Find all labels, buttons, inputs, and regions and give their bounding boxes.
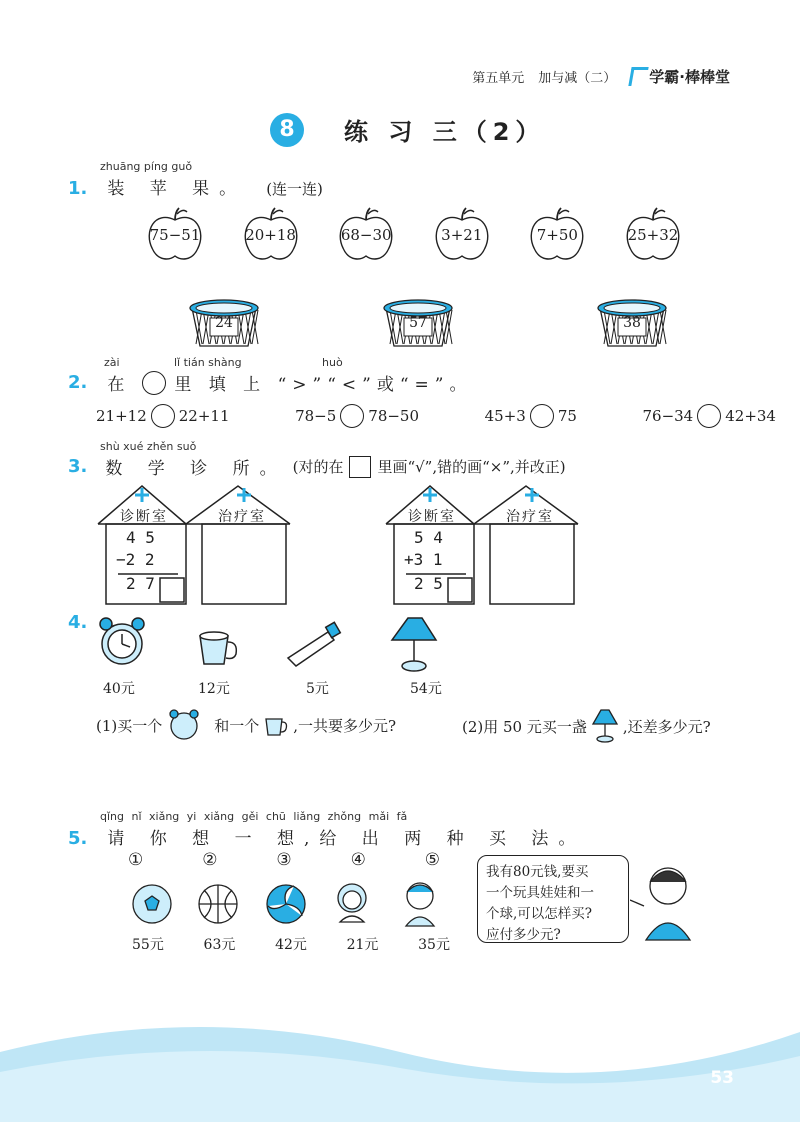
speech-bubble (477, 855, 629, 943)
treatment-room-label-1: 治疗室 (218, 509, 266, 525)
comparison-right: 75 (557, 407, 577, 425)
bubble-line-1: 我有80元钱,要买 (486, 864, 589, 880)
calc2-mid: +3 1 (404, 550, 443, 569)
price-lamp: 54元 (410, 681, 442, 697)
bubble-line-3: 个球,可以怎样买? (486, 906, 593, 922)
apple-expression: 7+50 (536, 226, 578, 244)
calc2-result: 2 5 (414, 574, 443, 593)
q2-number: 2. (68, 372, 88, 393)
price-basketball: 63元 (203, 937, 236, 953)
page-number: 53 (710, 1068, 734, 1088)
soccer-ball-icon (133, 885, 171, 923)
cup-icon (263, 711, 289, 739)
calc1-result: 2 7 (126, 574, 155, 593)
q3-hint-b: 里画“√”,错的画“×”,并改正) (377, 458, 566, 476)
q2-text-after: 里 填 上 “>”“<”或“=”。 (174, 375, 473, 395)
comparison-item-1 (96, 404, 230, 428)
desk-lamp-icon (591, 708, 619, 744)
q1-line (68, 174, 323, 199)
q1-text: 装 苹 果。 (107, 179, 247, 199)
apple-row (144, 206, 684, 264)
alarm-clock-icon (166, 708, 202, 742)
option-label-5: ⑤ (424, 850, 440, 870)
price-clock: 40元 (103, 681, 135, 697)
comparison-item-2 (295, 404, 419, 428)
basket-row (186, 296, 670, 352)
apple-expression: 68−30 (340, 226, 392, 244)
chapter-label: 加与减（二） (538, 71, 617, 86)
q3-line (68, 454, 566, 479)
comparison-left: 76−34 (642, 407, 694, 425)
q4-sub2-b: ,还差多少元? (622, 717, 711, 736)
brand-logo (630, 66, 730, 87)
q4-sub1-c: ,一共要多少元? (293, 716, 397, 735)
page-header (472, 66, 730, 87)
q4-sub2-a: (2)用 50 元买一盏 (462, 717, 587, 736)
q4-sub1 (96, 708, 396, 742)
q4-sub2 (462, 708, 711, 744)
q5-text: 请 你 想 一 想,给 出 两 种 买 法。 (107, 829, 586, 849)
comparison-item-4 (642, 404, 776, 428)
comparison-right: 42+34 (725, 407, 776, 425)
alarm-clock-icon (100, 618, 144, 664)
q5-number: 5. (68, 828, 88, 849)
unit-label: 第五单元 (472, 71, 525, 86)
q4-sub1-b: 和一个 (214, 716, 260, 735)
comparison-right: 22+11 (178, 407, 230, 425)
apple-card-2[interactable] (240, 206, 302, 264)
answer-circle-input[interactable] (697, 404, 721, 428)
q3-text: 数 学 诊 所。 (105, 459, 287, 479)
lesson-number-badge: 8 (270, 113, 304, 147)
apple-expression: 3+21 (441, 226, 483, 244)
treatment-room-label-2: 治疗室 (506, 509, 554, 525)
calc1-top: 4 5 (126, 528, 155, 547)
option-label-4: ④ (350, 850, 366, 870)
basket-3[interactable] (594, 296, 670, 352)
apple-expression: 20+18 (245, 226, 296, 244)
clinic-houses (90, 484, 610, 610)
empty-circle-icon (142, 371, 166, 395)
apple-expression: 75−51 (149, 226, 201, 244)
q4-items (96, 614, 456, 674)
q1-hint: (连一连) (266, 180, 323, 198)
comparison-left: 45+3 (484, 407, 526, 425)
q4-number: 4. (68, 612, 88, 633)
option-label-3: ③ (276, 850, 292, 870)
price-soccer-ball: 55元 (132, 937, 164, 953)
option-label-1: ① (128, 850, 144, 870)
q3-hint-a: (对的在 (292, 458, 344, 476)
apple-card-3[interactable] (335, 206, 397, 264)
q2-pinyin-1: zài (104, 356, 120, 369)
q2-pinyin-2: lǐ tián shàng (174, 356, 242, 369)
option-label-2: ② (202, 850, 218, 870)
brand-text: 学霸·棒棒堂 (649, 68, 730, 86)
comparison-left: 78−5 (295, 407, 337, 425)
q5-items (124, 874, 450, 932)
q3-pinyin: shù xué zhěn suǒ (100, 440, 197, 453)
toothpaste-icon (288, 622, 340, 666)
comparison-left: 21+12 (96, 407, 147, 425)
price-cup: 12元 (198, 681, 230, 697)
price-volleyball: 42元 (275, 937, 307, 953)
diagnosis-room-label-2: 诊断室 (408, 509, 456, 525)
volleyball-icon (267, 885, 305, 923)
q1-number: 1. (68, 178, 88, 199)
comparison-item-3 (485, 404, 577, 428)
bubble-line-2: 一个玩具娃娃和一 (486, 885, 594, 901)
basket-1[interactable] (186, 296, 262, 352)
answer-circle-input[interactable] (340, 404, 364, 428)
graduation-cap-icon (629, 67, 649, 86)
doll-icon-1 (338, 884, 366, 922)
page-title (270, 112, 545, 147)
apple-card-4[interactable] (431, 206, 493, 264)
diagnosis-room-label-1: 诊断室 (120, 509, 168, 525)
calc1-mid: −2 2 (116, 550, 155, 569)
basket-number: 57 (409, 315, 427, 331)
q5-pinyin: qǐng nǐ xiǎng yi xiǎng gěi chū liǎng zhǒng mǎi fǎ (100, 810, 408, 823)
boy-character-icon (630, 860, 700, 946)
q5-labels (128, 850, 440, 870)
q1-pinyin: zhuāng píng guǒ (100, 160, 193, 173)
bottom-wave-decoration (0, 1012, 800, 1122)
apple-card-5[interactable] (526, 206, 588, 264)
q2-line (68, 370, 472, 395)
bubble-line-4: 应付多少元? (486, 927, 561, 943)
basket-2[interactable] (380, 296, 456, 352)
answer-circle-input[interactable] (151, 404, 175, 428)
basketball-icon (199, 885, 237, 923)
calc2-top: 5 4 (414, 528, 443, 547)
q4-sub1-a: (1)买一个 (96, 716, 163, 735)
apple-card-1[interactable] (144, 206, 206, 264)
q2-text: 在 (107, 375, 135, 395)
basket-number: 24 (215, 315, 233, 331)
comparison-row (96, 404, 776, 428)
doll-icon-2 (406, 883, 434, 926)
price-doll-1: 21元 (346, 937, 379, 953)
cup-icon (200, 632, 236, 664)
lesson-title: 练 习 三（2） (344, 118, 546, 146)
answer-circle-input[interactable] (530, 404, 554, 428)
desk-lamp-icon (392, 618, 436, 671)
price-toothpaste: 5元 (306, 681, 329, 697)
apple-card-6[interactable] (622, 206, 684, 264)
q3-number: 3. (68, 456, 88, 477)
q5-line (68, 824, 585, 849)
comparison-right: 78−50 (368, 407, 420, 425)
price-doll-2: 35元 (418, 937, 450, 953)
q5-prices (132, 934, 450, 954)
apple-expression: 25+32 (627, 226, 679, 244)
q2-pinyin-3: huò (322, 356, 343, 369)
empty-square-icon (349, 456, 371, 478)
basket-number: 38 (623, 315, 641, 331)
